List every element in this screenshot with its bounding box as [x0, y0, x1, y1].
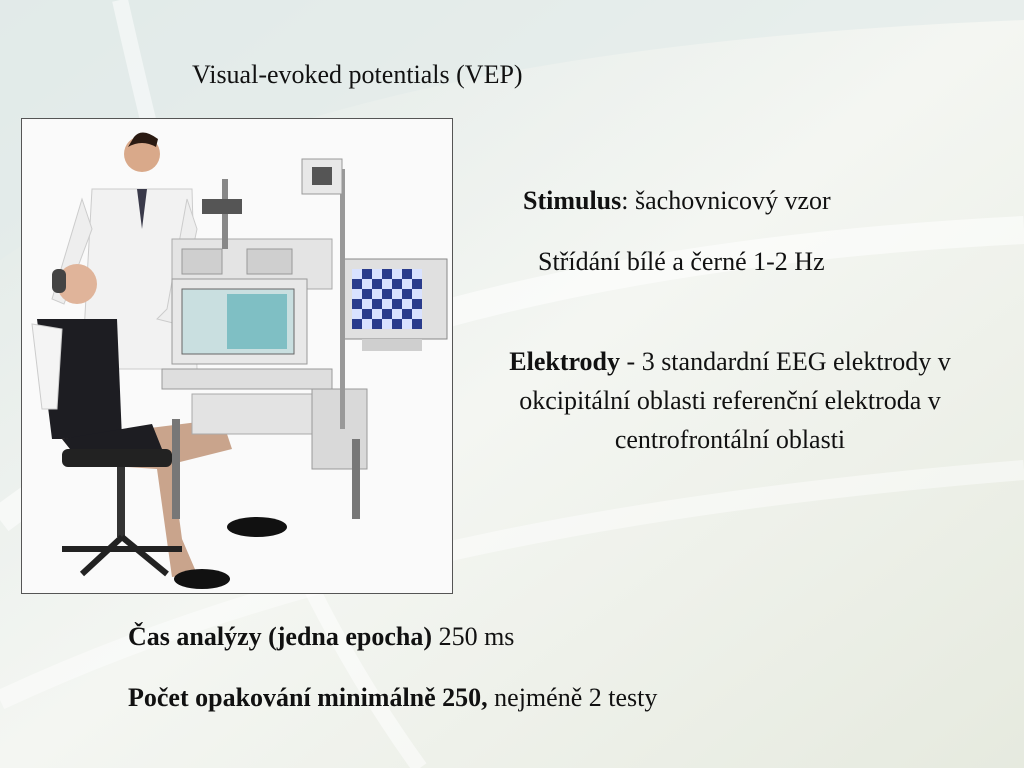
electrodes-label: Elektrody	[509, 347, 621, 376]
analysis-text: 250 ms	[432, 622, 515, 651]
repetitions-line	[128, 683, 657, 713]
electrodes-text: - 3 standardní EEG elektrody v okcipitální oblasti referenční elektroda v centrofrontální oblasti	[519, 347, 951, 454]
analysis-label: Čas analýzy (jedna epocha)	[128, 622, 433, 651]
repetitions-text: nejméně 2 testy	[487, 683, 658, 712]
electrodes-paragraph	[500, 342, 960, 459]
slide-title: Visual-evoked potentials (VEP)	[192, 60, 523, 89]
stimulus-line	[523, 186, 831, 216]
analysis-line	[128, 622, 514, 652]
alternation-line: Střídání bílé a černé 1-2 Hz	[538, 247, 825, 276]
vep-examination-photo	[21, 118, 453, 594]
stimulus-label: Stimulus	[523, 186, 622, 215]
repetitions-label: Počet opakování minimálně 250,	[128, 683, 488, 712]
stimulus-text: : šachovnicový vzor	[621, 186, 831, 215]
